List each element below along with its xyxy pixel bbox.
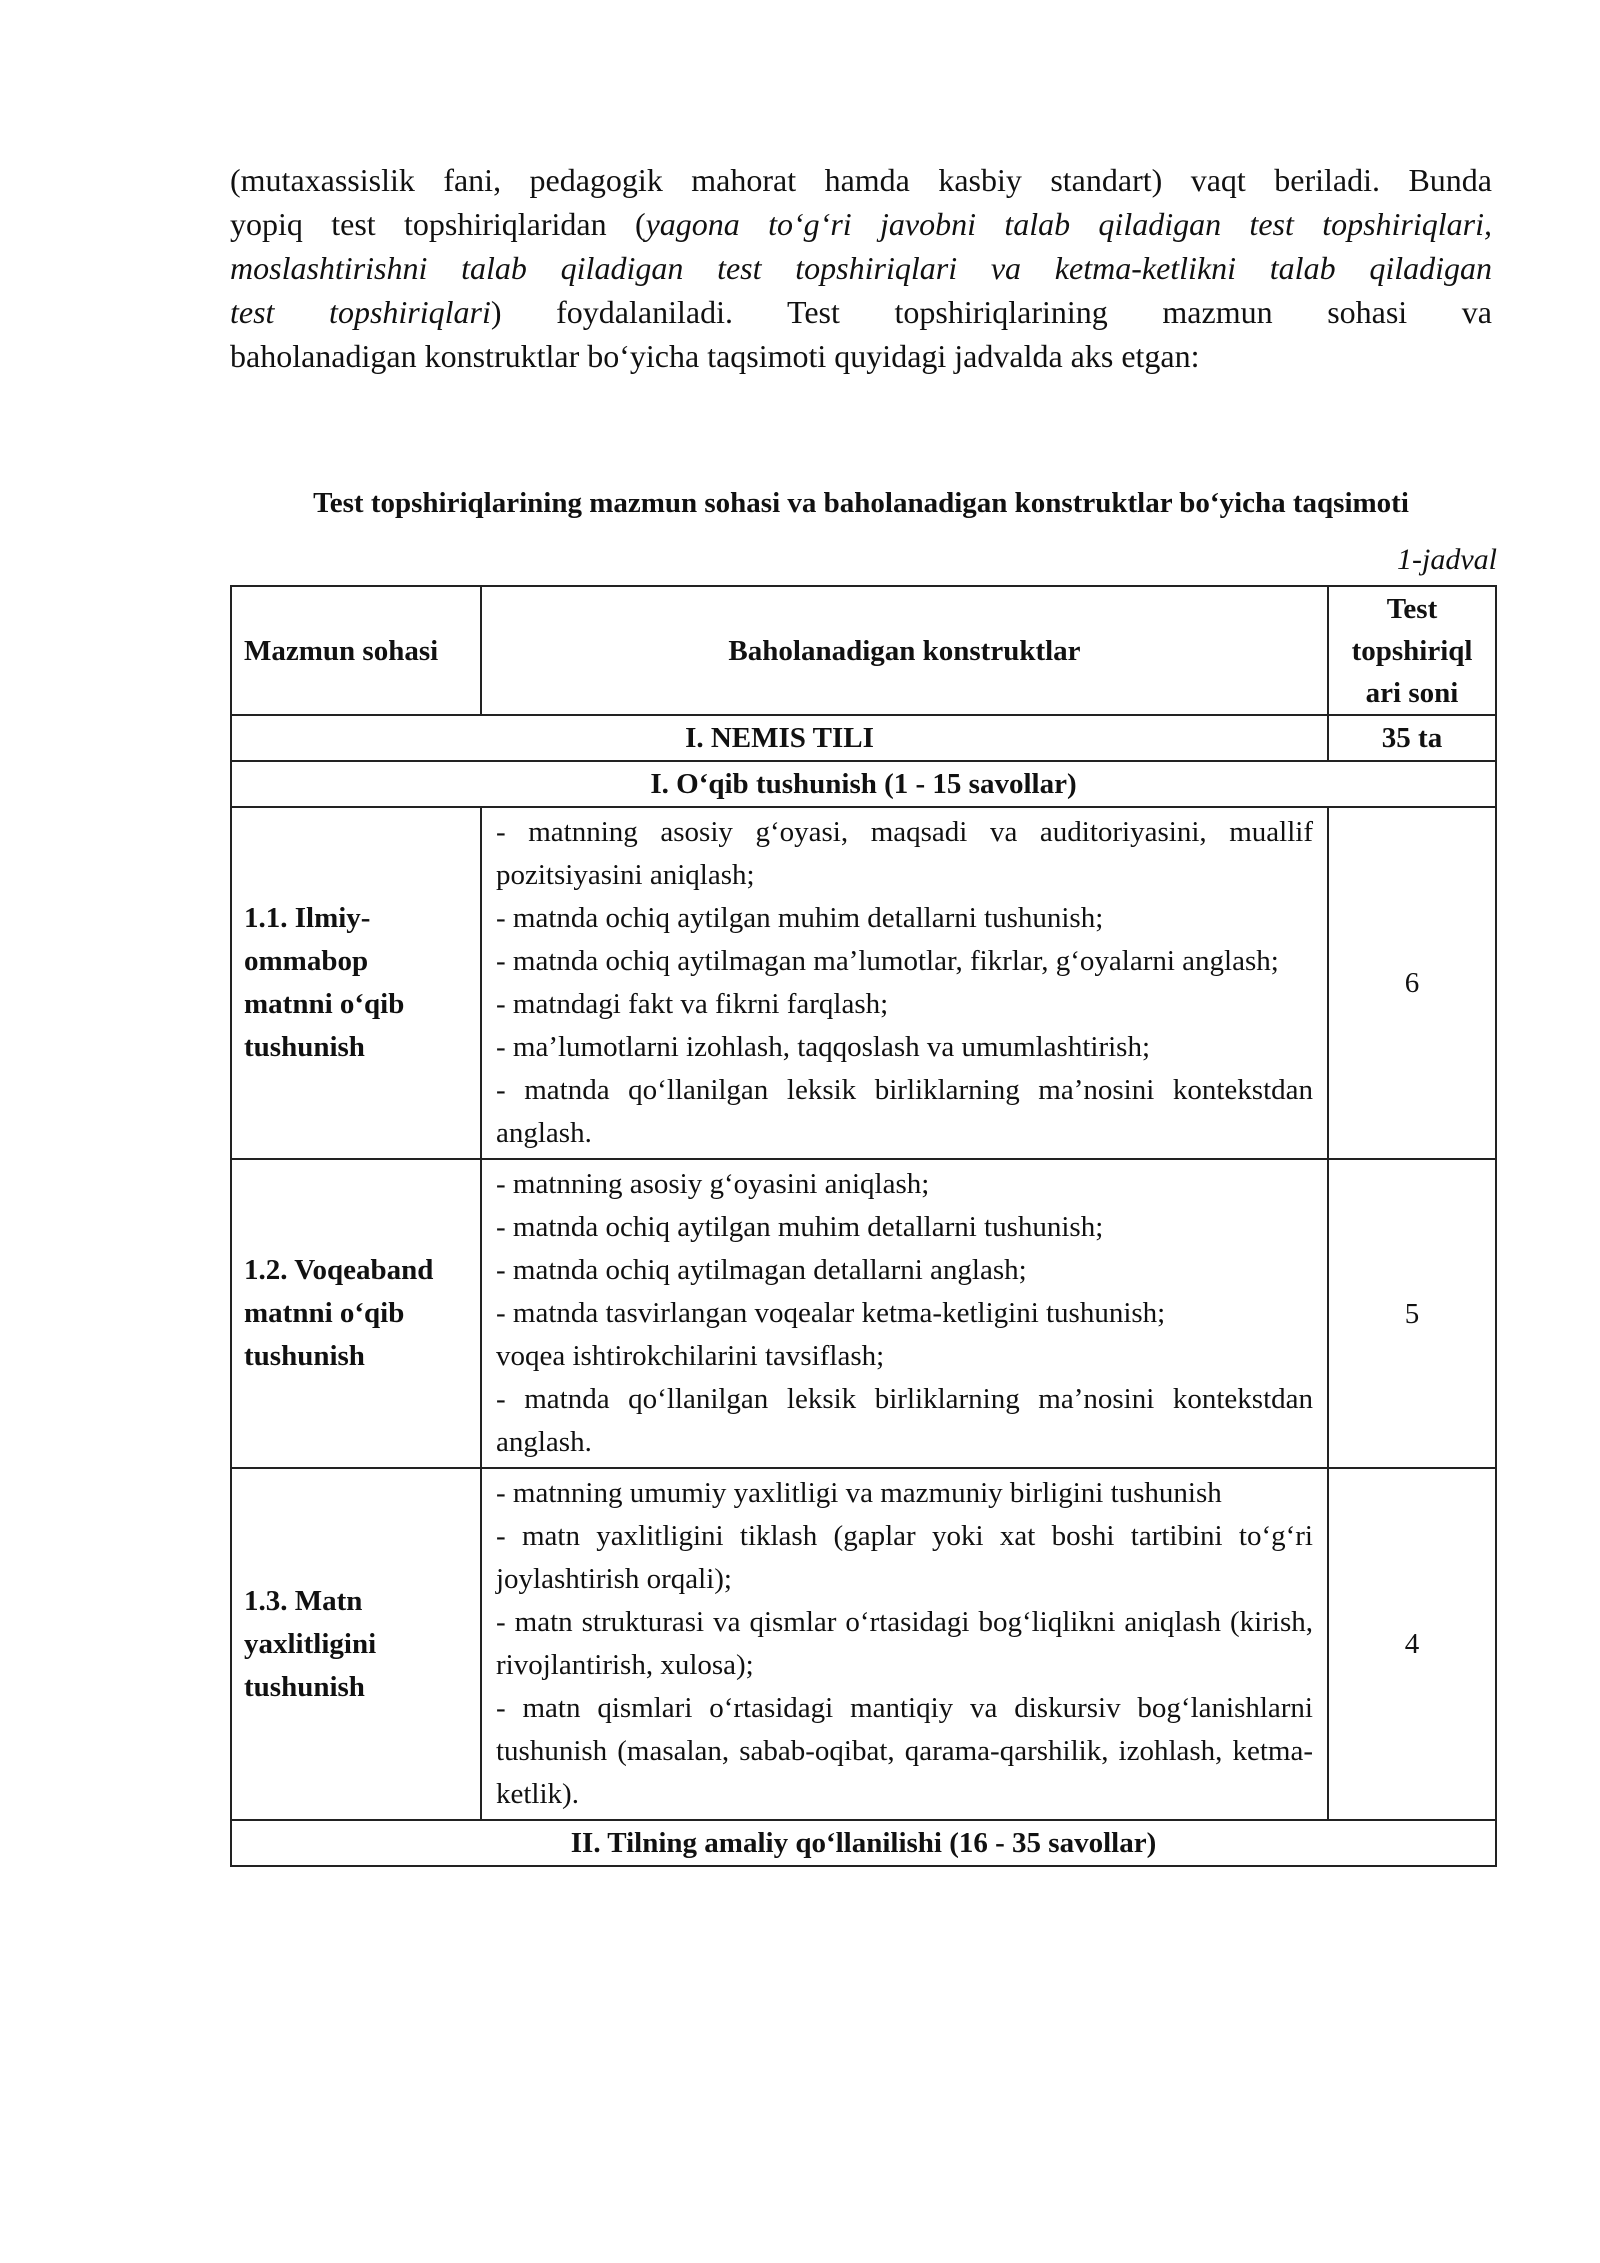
intro-italic-text: test topshiriqlari bbox=[230, 294, 491, 330]
header-task-count-line: Test bbox=[1386, 592, 1438, 625]
table-row bbox=[231, 1468, 1496, 1820]
header-content-area: Mazmun sohasi bbox=[231, 586, 481, 715]
constructs-cell bbox=[481, 1468, 1328, 1820]
constructs-cell bbox=[481, 807, 1328, 1159]
construct-item: - matnda ochiq aytilmagan ma’lumotlar, fikrlar, g‘oyalarni anglash; bbox=[496, 945, 1279, 977]
construct-item: voqea ishtirokchilarini tavsiflash; bbox=[496, 1340, 885, 1372]
table-row bbox=[231, 1159, 1496, 1468]
content-area-line: 1.3. Matn bbox=[244, 1584, 363, 1617]
content-area-cell bbox=[231, 1468, 481, 1820]
intro-line bbox=[230, 290, 1492, 334]
header-task-count bbox=[1328, 586, 1496, 715]
task-count-cell: 4 bbox=[1328, 1468, 1496, 1820]
intro-italic-text: moslashtirishni talab qiladigan test topshiriqlari va ketma-ketlikni talab qiladigan bbox=[230, 250, 1492, 286]
construct-item: - matn qismlari o‘rtasidagi mantiqiy va diskursiv bog‘lanishlarni tushunish (masalan, sabab-oqibat, qarama-qarshilik, izohlash, ketma-ketlik). bbox=[496, 1692, 1313, 1810]
task-count-cell: 6 bbox=[1328, 807, 1496, 1159]
construct-item: - matnning asosiy g‘oyasi, maqsadi va auditoriyasini, muallif pozitsiyasini aniqlash; bbox=[496, 816, 1313, 891]
section-row bbox=[231, 1820, 1496, 1866]
intro-text: baholanadigan konstruktlar bo‘yicha taqsimoti quyidagi jadvalda aks etgan: bbox=[230, 338, 1200, 374]
table-row bbox=[231, 807, 1496, 1159]
construct-item: - matnda qo‘llanilgan leksik birliklarning ma’nosini kontekstdan anglash. bbox=[496, 1383, 1313, 1458]
construct-item: - matnda qo‘llanilgan leksik birliklarning ma’nosini kontekstdan anglash. bbox=[496, 1074, 1313, 1149]
intro-line bbox=[230, 334, 1492, 378]
language-row bbox=[231, 715, 1496, 761]
intro-text: (mutaxassislik fani, pedagogik mahorat hamda kasbiy standart) vaqt beriladi. Bunda bbox=[230, 162, 1492, 198]
content-area-line: ommabop bbox=[244, 945, 369, 977]
language-label: I. NEMIS TILI bbox=[231, 715, 1328, 761]
content-area-line: tushunish bbox=[244, 1340, 365, 1372]
intro-paragraph bbox=[230, 158, 1492, 378]
intro-text: yopiq test topshiriqlaridan ( bbox=[230, 206, 646, 242]
language-total-count: 35 ta bbox=[1328, 715, 1496, 761]
content-area-cell bbox=[231, 807, 481, 1159]
content-area-line: tushunish bbox=[244, 1031, 365, 1063]
intro-line bbox=[230, 158, 1492, 202]
section-title: I. O‘qib tushunish (1 - 15 savollar) bbox=[231, 761, 1496, 807]
task-count-cell: 5 bbox=[1328, 1159, 1496, 1468]
intro-italic-text: yagona to‘g‘ri javobni talab qiladigan test topshiriqlari, bbox=[645, 206, 1492, 242]
construct-item: - matnda ochiq aytilgan muhim detallarni tushunish; bbox=[496, 902, 1104, 934]
construct-item: - matnning umumiy yaxlitligi va mazmuniy birligini tushunish bbox=[496, 1477, 1222, 1509]
constructs-cell bbox=[481, 1159, 1328, 1468]
content-area-line: 1.1. Ilmiy- bbox=[244, 902, 371, 934]
construct-item: - matn strukturasi va qismlar o‘rtasidagi bog‘liqlikni aniqlash (kirish, rivojlantirish, xulosa); bbox=[496, 1606, 1313, 1681]
construct-item: - ma’lumotlarni izohlash, taqqoslash va umumlashtirish; bbox=[496, 1031, 1151, 1063]
header-constructs: Baholanadigan konstruktlar bbox=[481, 586, 1328, 715]
distribution-table bbox=[230, 585, 1497, 1867]
section-row bbox=[231, 761, 1496, 807]
table-reference: 1-jadval bbox=[1397, 543, 1497, 576]
construct-item: - matn yaxlitligini tiklash (gaplar yoki xat boshi tartibini to‘g‘ri joylashtirish orqali); bbox=[496, 1520, 1313, 1595]
construct-item: - matnda tasvirlangan voqealar ketma-ketligini tushunish; bbox=[496, 1297, 1166, 1329]
content-area-line: matnni o‘qib bbox=[244, 988, 405, 1020]
intro-text: ) foydalaniladi. Test topshiriqlarining mazmun sohasi va bbox=[490, 294, 1493, 330]
content-area-line: yaxlitligini bbox=[244, 1627, 377, 1660]
content-area-line: 1.2. Voqeaband bbox=[244, 1254, 434, 1286]
construct-item: - matnda ochiq aytilmagan detallarni anglash; bbox=[496, 1254, 1027, 1286]
content-area-line: tushunish bbox=[244, 1670, 365, 1703]
content-area-cell bbox=[231, 1159, 481, 1468]
intro-line bbox=[230, 246, 1492, 290]
table-title: Test topshiriqlarining mazmun sohasi va baholanadigan konstruktlar bo‘yicha taqsimoti bbox=[313, 487, 1409, 519]
section-title: II. Tilning amaliy qo‘llanilishi (16 - 35 savollar) bbox=[231, 1820, 1496, 1866]
table-header-row bbox=[231, 586, 1496, 715]
construct-item: - matnda ochiq aytilgan muhim detallarni tushunish; bbox=[496, 1211, 1104, 1243]
construct-item: - matnning asosiy g‘oyasini aniqlash; bbox=[496, 1168, 930, 1200]
content-area-line: matnni o‘qib bbox=[244, 1297, 405, 1329]
header-task-count-line: ari soni bbox=[1365, 676, 1459, 709]
header-task-count-line: topshiriql bbox=[1351, 634, 1473, 667]
construct-item: - matndagi fakt va fikrni farqlash; bbox=[496, 988, 889, 1020]
intro-line bbox=[230, 202, 1492, 246]
